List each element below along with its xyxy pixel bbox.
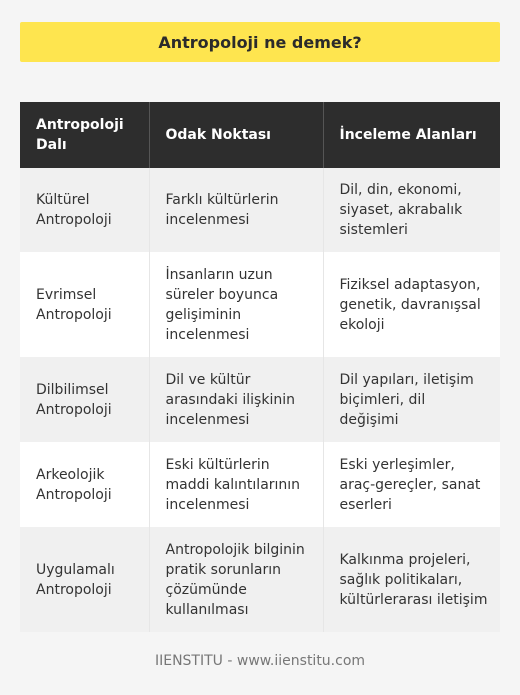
page-title: Antropoloji ne demek?: [20, 22, 500, 62]
cell-focus: Farklı kültürlerin incelenmesi: [149, 168, 323, 252]
table-row: [20, 252, 500, 357]
cell-study-areas: Dil yapıları, iletişim biçimleri, dil değişimi: [323, 357, 500, 442]
cell-branch: Uygulamalı Antropoloji: [20, 527, 149, 632]
cell-study-areas: Fiziksel adaptasyon, genetik, davranışsal ekoloji: [323, 252, 500, 357]
cell-branch: Evrimsel Antropoloji: [20, 252, 149, 357]
table-header-row: [20, 102, 500, 168]
cell-study-areas: Eski yerleşimler, araç-gereçler, sanat eserleri: [323, 442, 500, 527]
header-branch: Antropoloji Dalı: [20, 102, 149, 168]
table-row: [20, 357, 500, 442]
cell-focus: Dil ve kültür arasındaki ilişkinin incelenmesi: [149, 357, 323, 442]
cell-focus: İnsanların uzun süreler boyunca gelişiminin incelenmesi: [149, 252, 323, 357]
table-row: [20, 442, 500, 527]
table-row: [20, 168, 500, 252]
cell-branch: Dilbilimsel Antropoloji: [20, 357, 149, 442]
cell-study-areas: Kalkınma projeleri, sağlık politikaları, kültürlerarası iletişim: [323, 527, 500, 632]
table-row: [20, 527, 500, 632]
cell-study-areas: Dil, din, ekonomi, siyaset, akrabalık sistemleri: [323, 168, 500, 252]
anthropology-table: [20, 102, 500, 632]
cell-focus: Antropolojik bilginin pratik sorunların çözümünde kullanılması: [149, 527, 323, 632]
cell-branch: Kültürel Antropoloji: [20, 168, 149, 252]
header-study-areas: İnceleme Alanları: [323, 102, 500, 168]
cell-focus: Eski kültürlerin maddi kalıntılarının incelenmesi: [149, 442, 323, 527]
footer-credit: IIENSTITU - www.iienstitu.com: [154, 653, 366, 669]
header-focus: Odak Noktası: [149, 102, 323, 168]
cell-branch: Arkeolojik Antropoloji: [20, 442, 149, 527]
